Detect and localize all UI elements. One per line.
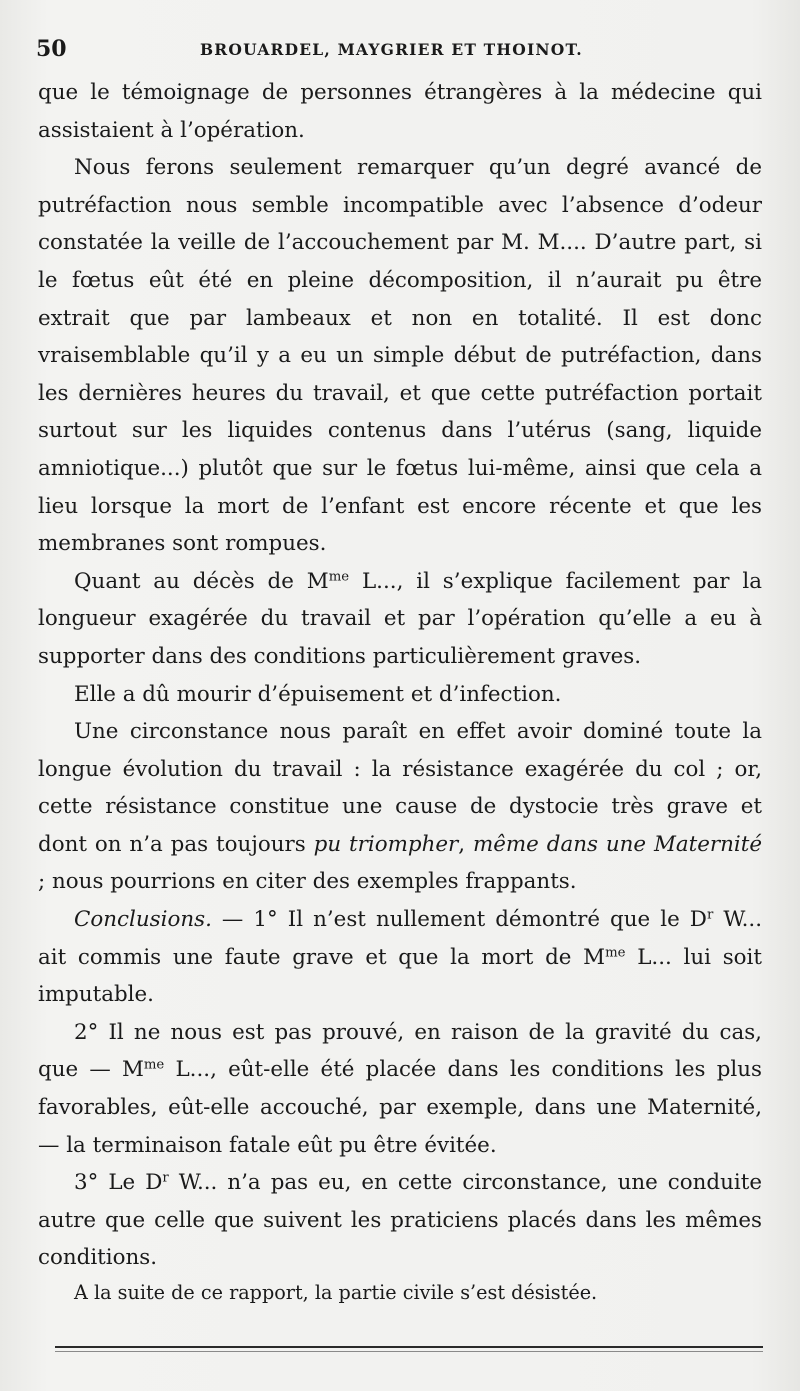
paragraph-5-text-b: , [458,831,473,857]
paragraph-5-text-c: ; nous pourrions en citer des exemples frappants. [38,869,577,895]
closing-note: A la suite de ce rapport, la partie civile s’est désistée. [74,1281,598,1304]
paragraph-5-italic-1: pu triompher [313,831,459,857]
superscript-me: me [605,945,626,961]
page-number: 50 [36,36,67,62]
superscript-r: r [706,907,714,923]
paragraph-7-text-a: 2° Il ne nous est pas prouvé, en raison de la gravité du cas, que — M [38,1019,762,1083]
footer-rule [55,1346,763,1348]
paragraph-8-text-b: W... n’a pas eu, en cette circonstance, une conduite autre que celle que suivent les praticiens placés dans les mêmes conditions. [38,1170,762,1271]
paragraph-8 [38,1164,762,1277]
paragraph-1: que le témoignage de personnes étrangères à la médecine qui assistaient à l’opération. [38,80,762,143]
paragraph-5-text-a: Une circonstance nous paraît en effet avoir dominé toute la longue évolution du travail : la résistance exagérée du col ; or, cette résistance constitue une cause de dystocie très grave et dont on n’a pas toujours [38,719,762,857]
paragraph-6-text-b: W... ait commis une faute grave et que la mort de M [38,907,762,970]
paragraph-7-text-b: L..., eût-elle été placée dans les conditions les plus favorables, eût-elle accouché, par exemple, dans une Maternité, — la terminaison fatale eût pu être évitée. [38,1057,762,1158]
running-head: BROUARDEL, MAYGRIER ET THOINOT. [200,40,583,59]
superscript-r: r [162,1170,169,1186]
superscript-me: me [143,1058,165,1074]
paragraph-6-conclusions [38,901,762,1014]
paragraph-5-italic-2: même dans une Maternité [472,831,762,857]
paragraph-7 [38,1014,762,1164]
paragraph-3-text-a: Quant au décès de M [74,568,329,594]
conclusions-label: Conclusions. [74,907,212,933]
superscript-me: me [328,569,350,585]
footer-rule-thin [55,1351,763,1352]
page-header [36,36,760,66]
body-text [38,74,762,1277]
paragraph-5 [38,713,762,901]
paragraph-6-text-a: — 1° Il n’est nullement démontré que le D [211,907,707,933]
paragraph-2: Nous ferons seulement remarquer qu’un degré avancé de putréfaction nous semble incompatible avec l’absence d’odeur constatée la veille de l’accouchement par M. M.... D’autre part, si le fœtus eût été en pleine décomposition, il n’aurait pu être extrait que par lambeaux et non en totalité. Il est donc vraisemblable qu’il y a eu un simple début de putréfaction, dans les dernières heures du travail, et que cette putréfaction portait surtout sur les liquides contenus dans l’utérus (sang, liquide amniotique...) plutôt que sur le fœtus lui-même, ainsi que cela a lieu lorsque la mort de l’enfant est encore récente et que les membranes sont rompues. [38,155,762,557]
paragraph-3 [38,563,762,676]
paragraph-6-text-c: L... lui soit imputable. [38,944,762,1008]
paragraph-8-text-a: 3° Le D [74,1170,163,1196]
paragraph-4: Elle a dû mourir d’épuisement et d’infection. [74,681,562,707]
paragraph-3-text-b: L..., il s’explique facilement par la longueur exagérée du travail et par l’opération qu’elle a eu à supporter dans des conditions particulièrement graves. [38,568,762,669]
